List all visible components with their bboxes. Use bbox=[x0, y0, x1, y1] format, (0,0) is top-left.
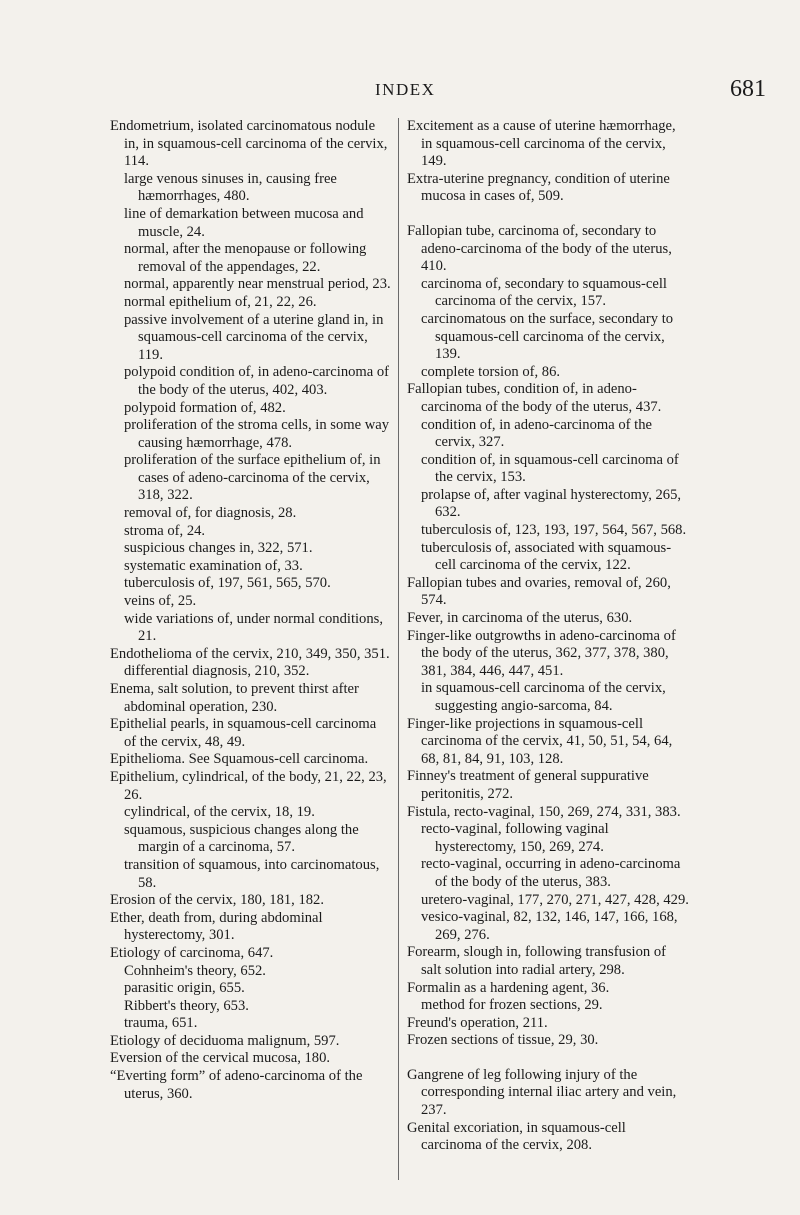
index-entry: Forearm, slough in, following transfusion of salt solution into radial artery, 298. bbox=[407, 944, 667, 978]
index-entry: Freund's operation, 211. bbox=[407, 1014, 548, 1031]
index-subentry: Cohnheim's theory, 652. bbox=[124, 962, 266, 979]
index-subentry: transition of squamous, into carcinomatous, 58. bbox=[124, 856, 380, 891]
index-subentry: tuberculosis of, 197, 561, 565, 570. bbox=[124, 575, 331, 592]
index-subentry: prolapse of, after vaginal hysterectomy, 265, 632. bbox=[421, 486, 682, 521]
index-subentry: uretero-vaginal, 177, 270, 271, 427, 428, 429. bbox=[421, 891, 689, 908]
index-entry: Fallopian tube, carcinoma of, secondary to adeno-carcinoma of the body of the uterus, 410. bbox=[407, 222, 672, 275]
index-entry: Fistula, recto-vaginal, 150, 269, 274, 331, 383. bbox=[407, 803, 681, 820]
index-subentry: tuberculosis of, associated with squamous-cell carcinoma of the cervix, 122. bbox=[421, 539, 672, 574]
column-divider bbox=[398, 118, 399, 1180]
index-entry: Extra-uterine pregnancy, condition of uterine mucosa in cases of, 509. bbox=[407, 170, 670, 205]
index-entry: Epithelioma. See Squamous-cell carcinoma. bbox=[110, 751, 369, 768]
index-subentry: systematic examination of, 33. bbox=[124, 557, 303, 574]
index-subentry: wide variations of, under normal conditions, 21. bbox=[124, 610, 383, 645]
index-subentry: recto-vaginal, occurring in adeno-carcinoma of the body of the uterus, 383. bbox=[421, 856, 681, 890]
index-subentry: line of demarkation between mucosa and muscle, 24. bbox=[124, 205, 364, 240]
index-subentry: normal epithelium of, 21, 22, 26. bbox=[124, 293, 317, 310]
index-entry: Finger-like projections in squamous-cell carcinoma of the cervix, 41, 50, 51, 54, 64, 68, 81, 84, 91, 103, 128. bbox=[407, 715, 673, 767]
index-subentry: recto-vaginal, following vaginal hysterectomy, 150, 269, 274. bbox=[421, 821, 609, 855]
index-column-right bbox=[407, 118, 689, 1155]
index-subentry: condition of, in squamous-cell carcinoma of the cervix, 153. bbox=[421, 451, 679, 486]
index-column-left bbox=[110, 118, 392, 1103]
index-entry: Enema, salt solution, to prevent thirst after abdominal operation, 230. bbox=[110, 681, 359, 715]
index-entry: Frozen sections of tissue, 29, 30. bbox=[407, 1032, 599, 1049]
index-entry: Erosion of the cervix, 180, 181, 182. bbox=[110, 892, 325, 909]
index-subentry: in squamous-cell carcinoma of the cervix, suggesting angio-sarcoma, 84. bbox=[421, 680, 666, 714]
index-entry: Endothelioma of the cervix, 210, 349, 350, 351. bbox=[110, 645, 390, 662]
index-entry: Ether, death from, during abdominal hysterectomy, 301. bbox=[110, 909, 323, 944]
index-entry: Endometrium, isolated carcinomatous nodule in, in squamous-cell carcinoma of the cervix, 114. bbox=[110, 118, 388, 170]
index-entry: Fallopian tubes, condition of, in adeno-carcinoma of the body of the uterus, 437. bbox=[407, 381, 662, 415]
index-subentry: carcinoma of, secondary to squamous-cell carcinoma of the cervix, 157. bbox=[421, 275, 667, 310]
index-entry: Etiology of deciduoma malignum, 597. bbox=[110, 1032, 340, 1049]
page-title: INDEX bbox=[375, 80, 436, 99]
index-entry: Formalin as a hardening agent, 36. bbox=[407, 979, 610, 996]
index-entry: Fever, in carcinoma of the uterus, 630. bbox=[407, 610, 633, 627]
index-subentry: carcinomatous on the surface, secondary to squamous-cell carcinoma of the cervix, 139. bbox=[421, 310, 674, 363]
index-subentry: large venous sinuses in, causing free hæmorrhages, 480. bbox=[124, 170, 337, 205]
index-subentry: normal, apparently near menstrual period, 23. bbox=[124, 276, 391, 293]
index-entry: Finney's treatment of general suppurative peritonitis, 272. bbox=[407, 768, 649, 802]
index-subentry: polypoid formation of, 482. bbox=[124, 399, 286, 416]
index-entry: Excitement as a cause of uterine hæmorrhage, in squamous-cell carcinoma of the cervix, 149. bbox=[407, 118, 676, 170]
index-subentry: parasitic origin, 655. bbox=[124, 980, 245, 997]
index-entry: Epithelium, cylindrical, of the body, 21, 22, 23, 26. bbox=[110, 768, 387, 803]
index-subentry: normal, after the menopause or following removal of the appendages, 22. bbox=[124, 241, 367, 275]
page-header bbox=[0, 78, 800, 108]
index-subentry: stroma of, 24. bbox=[124, 522, 206, 539]
index-subentry: complete torsion of, 86. bbox=[421, 363, 561, 380]
index-subentry: proliferation of the stroma cells, in some way causing hæmorrhage, 478. bbox=[124, 417, 390, 451]
index-subentry: differential diagnosis, 210, 352. bbox=[124, 663, 310, 680]
index-entry: “Everting form” of adeno-carcinoma of the uterus, 360. bbox=[110, 1068, 363, 1102]
index-subentry: squamous, suspicious changes along the margin of a carcinoma, 57. bbox=[124, 821, 359, 856]
index-subentry: trauma, 651. bbox=[124, 1015, 198, 1032]
index-subentry: vesico-vaginal, 82, 132, 146, 147, 166, 168, 269, 276. bbox=[421, 909, 678, 943]
index-subentry: passive involvement of a uterine gland in, in squamous-cell carcinoma of the cervix, 119. bbox=[124, 311, 384, 363]
index-subentry: condition of, in adeno-carcinoma of the cervix, 327. bbox=[421, 416, 652, 451]
index-subentry: veins of, 25. bbox=[124, 593, 197, 610]
index-entry: Epithelial pearls, in squamous-cell carcinoma of the cervix, 48, 49. bbox=[110, 716, 377, 750]
page-number: 681 bbox=[730, 76, 766, 102]
index-subentry: cylindrical, of the cervix, 18, 19. bbox=[124, 804, 315, 821]
index-subentry: polypoid condition of, in adeno-carcinoma of the body of the uterus, 402, 403. bbox=[124, 364, 390, 398]
index-entry: Eversion of the cervical mucosa, 180. bbox=[110, 1050, 331, 1067]
index-entry: Genital excoriation, in squamous-cell carcinoma of the cervix, 208. bbox=[407, 1119, 626, 1154]
index-subentry: tuberculosis of, 123, 193, 197, 564, 567, 568. bbox=[421, 522, 687, 539]
index-subentry: Ribbert's theory, 653. bbox=[124, 997, 249, 1014]
index-entry: Gangrene of leg following injury of the corresponding internal iliac artery and vein, 237. bbox=[407, 1066, 677, 1119]
index-subentry: suspicious changes in, 322, 571. bbox=[124, 540, 313, 557]
index-subentry: proliferation of the surface epithelium of, in cases of adeno-carcinoma of the cervix, 318, 322. bbox=[124, 452, 381, 504]
index-subentry: method for frozen sections, 29. bbox=[421, 997, 603, 1014]
index-subentry: removal of, for diagnosis, 28. bbox=[124, 505, 297, 522]
index-entry: Finger-like outgrowths in adeno-carcinoma of the body of the uterus, 362, 377, 378, 380, 381, 384, 446, 447, 451. bbox=[407, 627, 676, 679]
index-entry: Etiology of carcinoma, 647. bbox=[110, 944, 274, 961]
index-entry: Fallopian tubes and ovaries, removal of, 260, 574. bbox=[407, 574, 671, 609]
